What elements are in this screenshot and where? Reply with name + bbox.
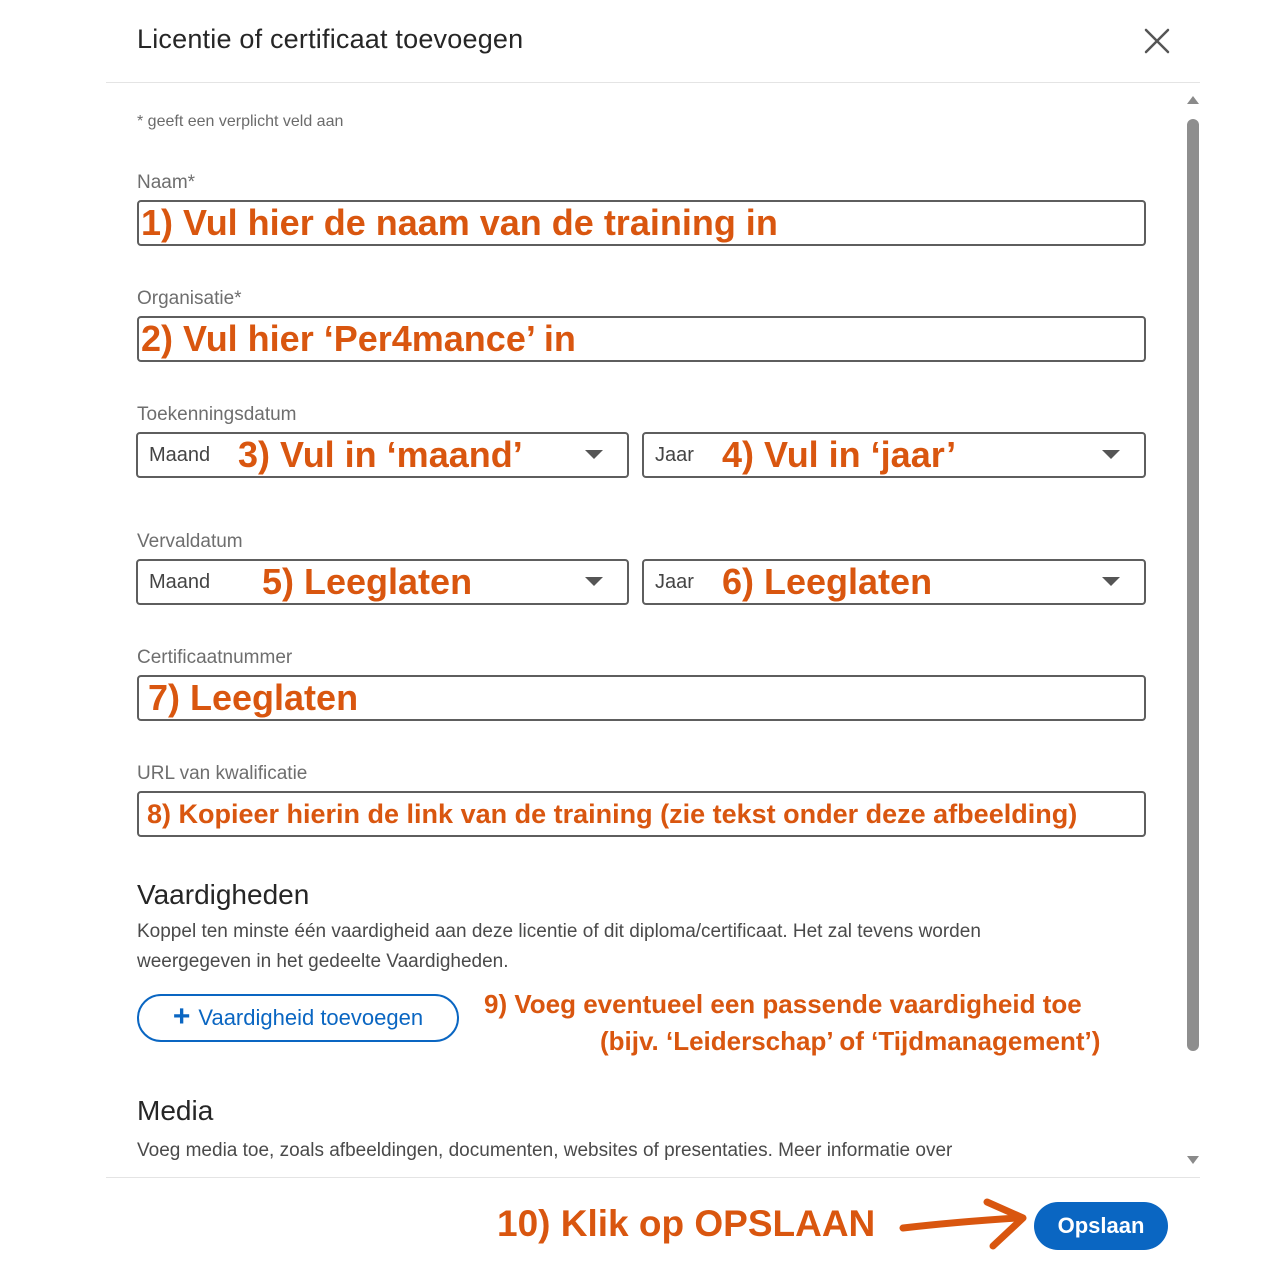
naam-input[interactable] xyxy=(137,200,1146,246)
naam-annotation: 1) Vul hier de naam van de training in xyxy=(141,202,778,243)
toekenning-maand-annotation: 3) Vul in ‘maand’ xyxy=(238,434,523,475)
close-button[interactable] xyxy=(1138,22,1176,60)
close-icon xyxy=(1144,28,1170,54)
verval-jaar-select[interactable] xyxy=(642,559,1146,605)
verval-maand-placeholder: Maand xyxy=(149,571,211,593)
toekenning-jaar-select[interactable] xyxy=(642,432,1146,478)
media-description: Voeg media toe, zoals afbeeldingen, documenten, websites of presentaties. Meer informatie over xyxy=(137,1140,953,1161)
chevron-down-icon xyxy=(1102,577,1120,586)
header-divider xyxy=(106,82,1200,83)
skills-annotation-line2: (bijv. ‘Leiderschap’ of ‘Tijdmanagement’) xyxy=(600,1026,1101,1056)
vervaldatum-label: Vervaldatum xyxy=(137,531,243,552)
toekenning-maand-select[interactable] xyxy=(136,432,629,478)
organisatie-label: Organisatie* xyxy=(137,288,242,309)
arrow-right-icon xyxy=(895,1196,1045,1258)
scroll-up-arrow-icon[interactable] xyxy=(1187,96,1199,104)
scrollbar-thumb[interactable] xyxy=(1187,119,1199,1051)
plus-icon: + xyxy=(172,999,191,1033)
organisatie-annotation: 2) Vul hier ‘Per4mance’ in xyxy=(141,318,576,359)
verval-jaar-placeholder: Jaar xyxy=(655,571,694,593)
certificaatnummer-label: Certificaatnummer xyxy=(137,647,293,668)
url-annotation: 8) Kopieer hierin de link van de training (zie tekst onder deze afbeelding) xyxy=(147,798,1078,829)
url-input[interactable] xyxy=(137,791,1146,837)
footer-divider xyxy=(106,1177,1200,1178)
toekenning-maand-placeholder: Maand xyxy=(149,444,211,466)
verval-maand-select[interactable] xyxy=(136,559,629,605)
chevron-down-icon xyxy=(585,577,603,586)
chevron-down-icon xyxy=(585,450,603,459)
certificaatnummer-input[interactable] xyxy=(137,675,1146,721)
url-label: URL van kwalificatie xyxy=(137,763,308,784)
toekenningsdatum-label: Toekenningsdatum xyxy=(137,404,297,425)
skills-title: Vaardigheden xyxy=(137,879,310,910)
skills-annotation-line1: 9) Voeg eventueel een passende vaardigheid toe xyxy=(484,989,1082,1019)
save-button[interactable]: Opslaan xyxy=(1034,1202,1168,1250)
add-skill-button[interactable] xyxy=(137,994,459,1042)
naam-label: Naam* xyxy=(137,172,196,193)
required-note: * geeft een verplicht veld aan xyxy=(137,113,344,130)
scroll-down-arrow-icon[interactable] xyxy=(1187,1156,1199,1164)
save-annotation: 10) Klik op OPSLAAN xyxy=(497,1203,876,1244)
organisatie-input[interactable] xyxy=(137,316,1146,362)
skills-description: Koppel ten minste één vaardigheid aan deze licentie of dit diploma/certificaat. Het zal tevens worden weergegeven in het gedeelte Vaardigheden. xyxy=(137,921,981,972)
toekenning-jaar-placeholder: Jaar xyxy=(655,444,694,466)
dialog-title: Licentie of certificaat toevoegen xyxy=(137,24,524,54)
add-skill-label: Vaardigheid toevoegen xyxy=(198,1005,424,1030)
chevron-down-icon xyxy=(1102,450,1120,459)
verval-maand-annotation: 5) Leeglaten xyxy=(262,561,473,602)
verval-jaar-annotation: 6) Leeglaten xyxy=(722,561,933,602)
media-title: Media xyxy=(137,1095,214,1126)
certificaatnummer-annotation: 7) Leeglaten xyxy=(148,677,359,718)
toekenning-jaar-annotation: 4) Vul in ‘jaar’ xyxy=(722,434,957,475)
